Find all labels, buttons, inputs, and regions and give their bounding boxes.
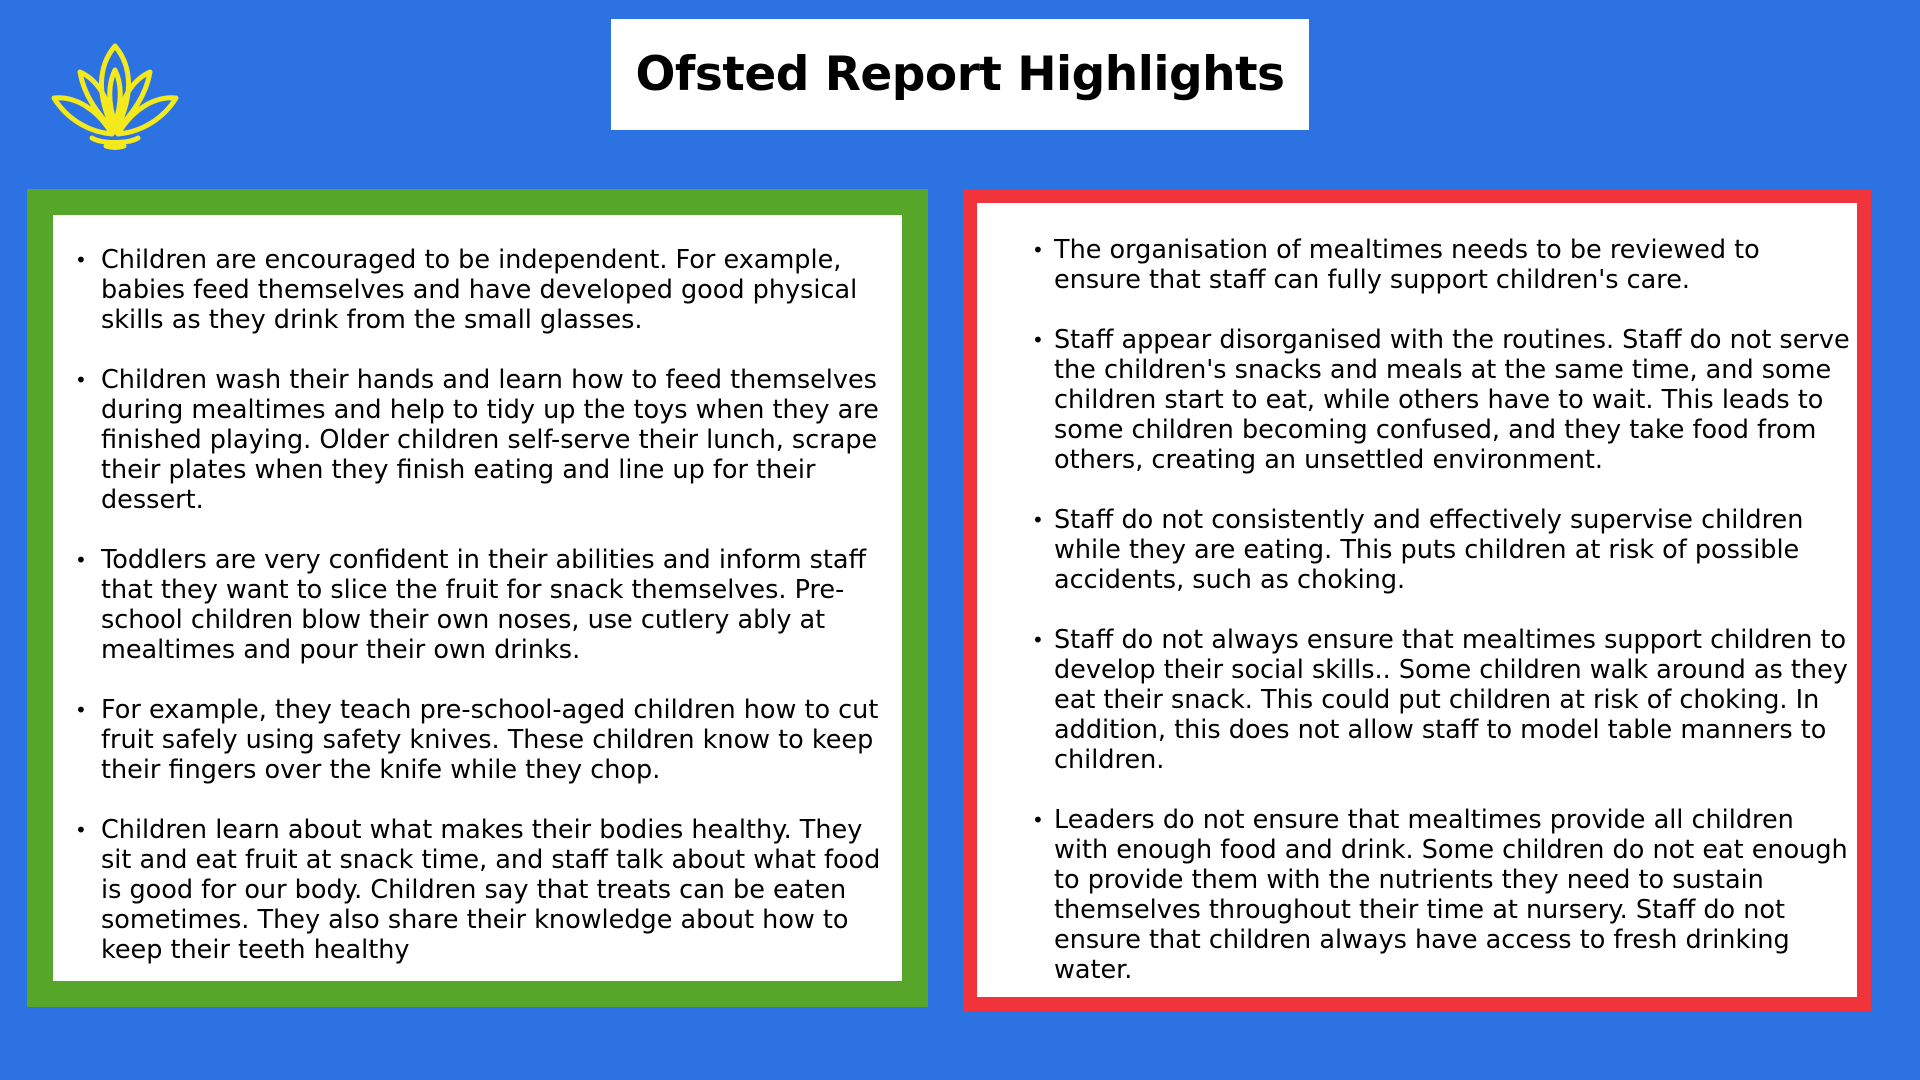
bullet-icon: • [75, 698, 87, 722]
title-box [611, 19, 1309, 130]
bullet-icon: • [1032, 628, 1044, 652]
list-item: • Children are encouraged to be independent. For example, babies feed themselves and have developed good physical skills as they drink from the small glasses. [75, 245, 858, 335]
bullet-icon: • [1032, 808, 1044, 832]
bullet-icon: • [1032, 328, 1044, 352]
bullet-icon: • [75, 248, 87, 272]
bullet-icon: • [1032, 508, 1044, 532]
improvements-panel [963, 189, 1871, 1011]
page-title: Ofsted Report Highlights [635, 47, 1285, 102]
list-item: • Staff do not always ensure that mealtimes support children to develop their social skills.. Some children walk around as they eat their snack. This could put children at risk of choking. In addition, this does not allow staff to model table manners to children. [1032, 625, 1848, 775]
strengths-list [53, 215, 902, 965]
bullet-icon: • [75, 368, 87, 392]
list-item: • Staff appear disorganised with the routines. Staff do not serve the children's snacks and meals at the same time, and some children start to eat, while others have to wait. This leads to some children becoming confused, and they take food from others, creating an unsettled environment. [1032, 325, 1850, 475]
list-item: • Children wash their hands and learn how to feed themselves during mealtimes and help to tidy up the toys when they are finished playing. Older children self-serve their lunch, scrape their plates when they finish eating and line up for their dessert. [75, 365, 879, 515]
bullet-icon: • [75, 818, 87, 842]
list-item: • The organisation of mealtimes needs to be reviewed to ensure that staff can fully support children's care. [1032, 235, 1760, 295]
list-item: • Staff do not consistently and effectively supervise children while they are eating. This puts children at risk of possible accidents, such as choking. [1032, 505, 1804, 595]
bullet-icon: • [75, 548, 87, 572]
list-item: • Children learn about what makes their bodies healthy. They sit and eat fruit at snack time, and staff talk about what food is good for our body. Children say that treats can be eaten sometimes. They also share their knowledge about how to keep their teeth healthy [75, 815, 881, 965]
strengths-panel [27, 189, 928, 1007]
list-item: • Leaders do not ensure that mealtimes provide all children with enough food and drink. Some children do not eat enough to provide them with the nutrients they need to sustain themselves throughout their time at nursery. Staff do not ensure that children always have access to fresh drinking water. [1032, 805, 1848, 985]
improvements-list [977, 203, 1857, 985]
list-item: • Toddlers are very confident in their abilities and inform staff that they want to slice the fruit for snack themselves. Pre-school children blow their own noses, use cutlery ably at mealtimes and pour their own drinks. [75, 545, 867, 665]
lotus-icon [40, 40, 190, 152]
bullet-icon: • [1032, 238, 1044, 262]
list-item: • For example, they teach pre-school-aged children how to cut fruit safely using safety knives. These children know to keep their fingers over the knife while they chop. [75, 695, 879, 785]
